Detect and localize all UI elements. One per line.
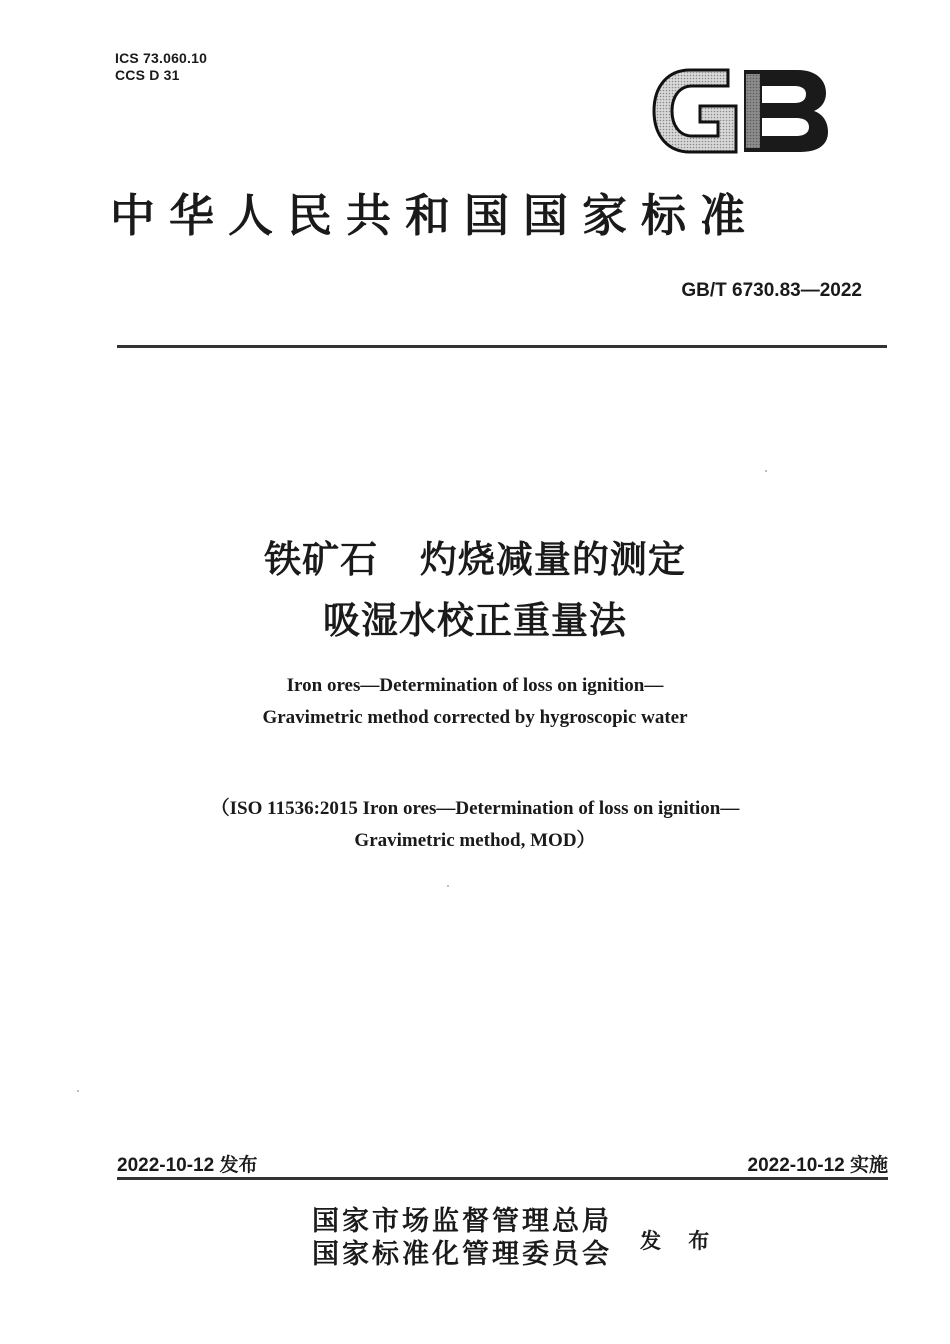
footer-divider [117, 1177, 888, 1180]
header-divider [117, 345, 887, 348]
issuer-sac: 国家标准化管理委员会 [312, 1239, 612, 1270]
gb-logo [650, 62, 832, 160]
classification-codes [115, 50, 207, 84]
scan-speck [447, 885, 449, 887]
issuer-samr: 国家市场监督管理总局 [312, 1206, 612, 1237]
implementation-date: 2022-10-12 实施 [747, 1155, 888, 1176]
iso-reference-line2: Gravimetric method, MOD） [354, 830, 596, 851]
english-title-line1: Iron ores—Determination of loss on ignition— [286, 675, 664, 696]
ccs-code: CCS D 31 [115, 67, 180, 83]
english-title-line2: Gravimetric method corrected by hygroscopic water [262, 707, 688, 728]
issuing-authorities [312, 1205, 612, 1271]
chinese-title-line1: 铁矿石 灼烧减量的测定 [264, 538, 686, 581]
iso-reference-line1: （ISO 11536:2015 Iron ores—Determination of loss on ignition— [210, 798, 740, 819]
chinese-title-line2: 吸湿水校正重量法 [323, 599, 627, 642]
ics-code: ICS 73.060.10 [115, 50, 208, 66]
scan-speck [77, 1090, 79, 1092]
national-standard-title: 中华人民共和国国家标准 [110, 189, 760, 242]
issue-date: 2022-10-12 发布 [117, 1155, 258, 1176]
dates-row [117, 1150, 888, 1177]
scan-speck [765, 470, 767, 472]
standard-number: GB/T 6730.83—2022 [681, 280, 862, 301]
publish-label: 发 布 [640, 1228, 720, 1253]
